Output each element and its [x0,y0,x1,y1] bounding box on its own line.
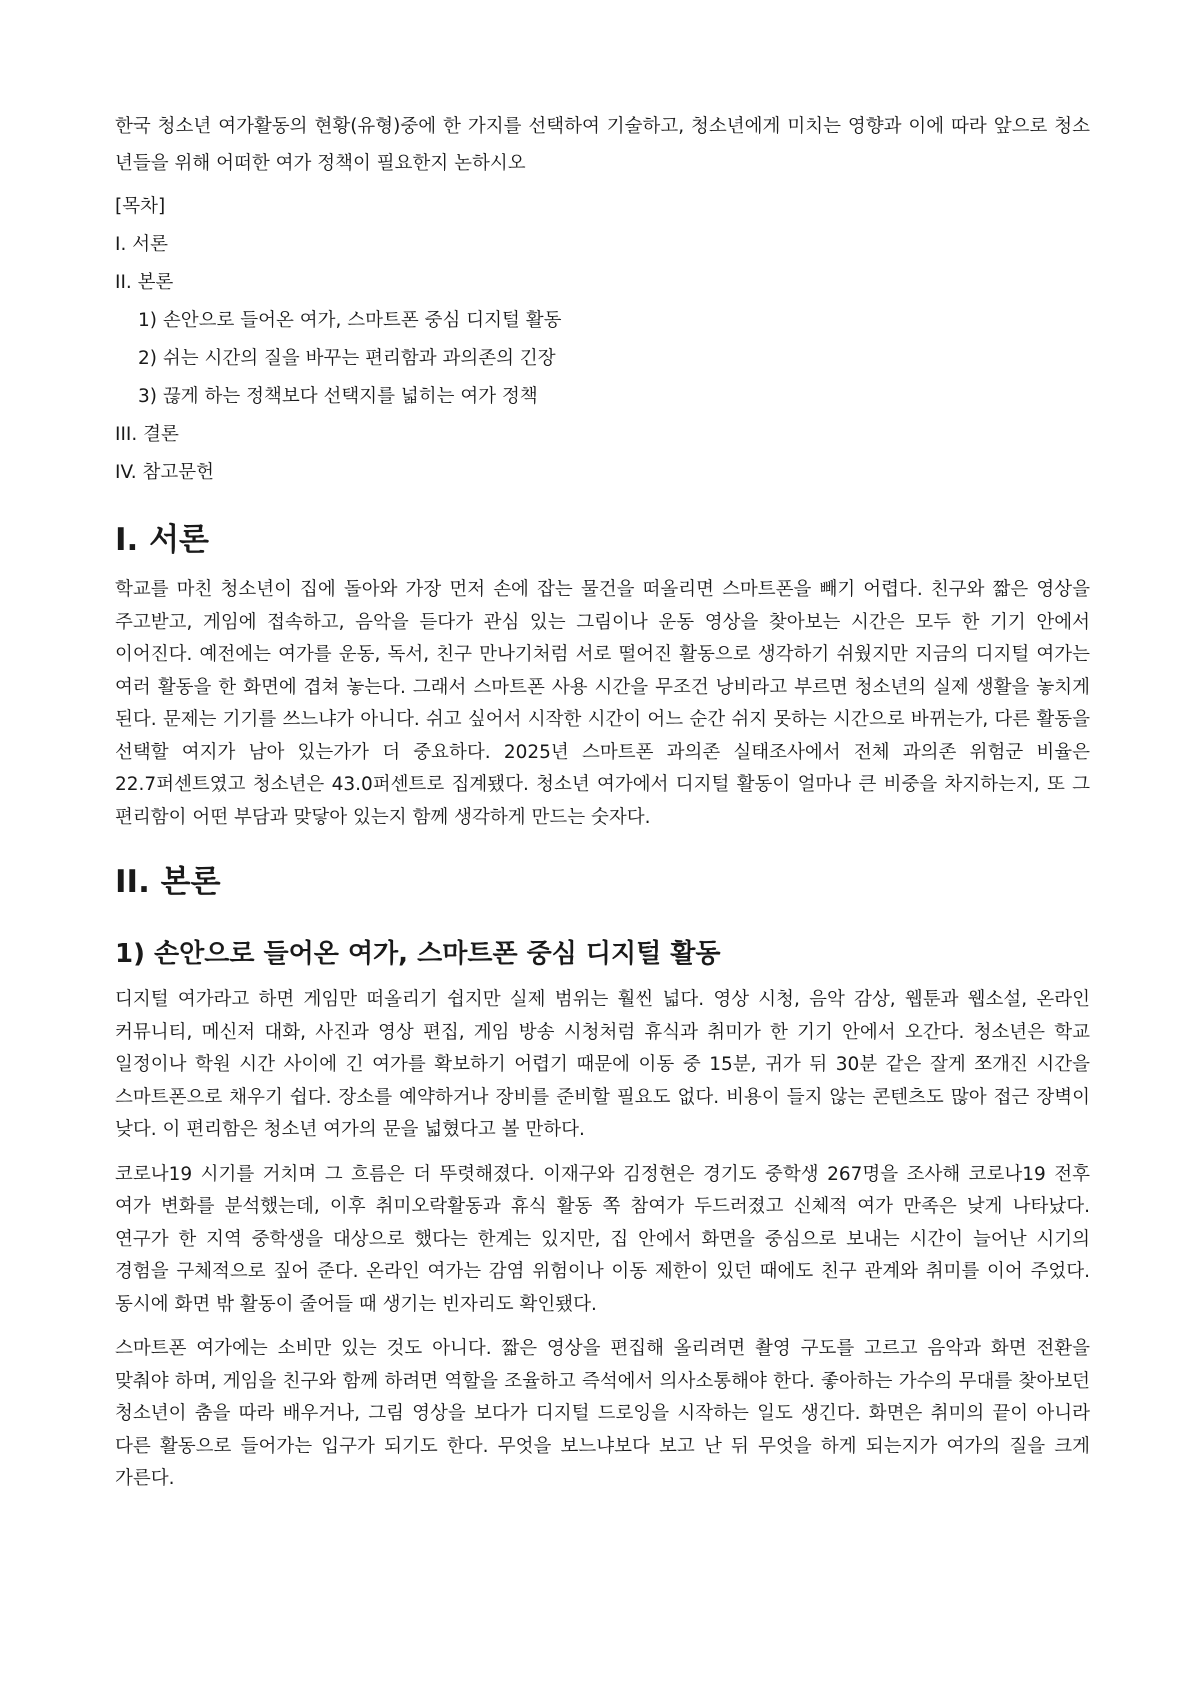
body-heading: II. 본론 [115,864,221,900]
table-of-contents [115,188,1090,492]
intro-paragraph: 학교를 마친 청소년이 집에 돌아와 가장 먼저 손에 잡는 물건을 떠올리면 스마트폰을 빼기 어렵다. 친구와 짧은 영상을 주고받고, 게임에 접속하고, 음악을 듣다가 관심 있는 그림이나 운동 영상을 찾아보는 시간은 모두 한 기기 안에서 이어진다. 예전에는 여가를 운동, 독서, 친구 만나기처럼 서로 떨어진 활동으로 생각하기 쉬웠지만 지금의 디지털 여가는 여러 활동을 한 화면에 겹쳐 놓는다. 그래서 스마트폰 사용 시간을 무조건 낭비라고 부르면 청소년의 실제 생활을 놓치게 된다. 문제는 기기를 쓰느냐가 아니다. 쉬고 싶어서 시작한 시간이 어느 순간 쉬지 못하는 시간으로 바뀌는가, 다른 활동을 선택할 여지가 남아 있는가가 더 중요하다. 2025년 스마트폰 과의존 실태조사에서 전체 과의존 위험군 비율은 22.7퍼센트였고 청소년은 43.0퍼센트로 집계됐다. 청소년 여가에서 디지털 활동이 얼마나 큰 비중을 차지하는지, 또 그 편리함이 어떤 부담과 맞닿아 있는지 함께 생각하게 만드는 숫자다. [115,579,1090,828]
document-page [115,108,1090,1508]
assignment-prompt: 한국 청소년 여가활동의 현황(유형)중에 한 가지를 선택하여 기술하고, 청소년에게 미치는 영향과 이에 따라 앞으로 청소년들을 위해 어떠한 여가 정책이 필요한지 논하시오 [115,116,1090,174]
toc-title: [목차] [115,196,166,217]
toc-list [115,226,1090,492]
toc-item-body-1: 1) 손안으로 들어온 여가, 스마트폰 중심 디지털 활동 [138,310,562,331]
toc-item-references: IV. 참고문헌 [115,462,214,483]
toc-item-body-3: 3) 끊게 하는 정책보다 선택지를 넓히는 여가 정책 [138,386,538,407]
toc-item-intro: I. 서론 [115,234,168,255]
body-sub1-paragraph-2: 코로나19 시기를 거치며 그 흐름은 더 뚜렷해졌다. 이재구와 김정현은 경기도 중학생 267명을 조사해 코로나19 전후 여가 변화를 분석했는데, 이후 취미오락활동과 휴식 활동 쪽 참여가 두드러졌고 신체적 여가 만족은 낮게 나타났다. 연구가 한 지역 중학생을 대상으로 했다는 한계는 있지만, 집 안에서 화면을 중심으로 보내는 시간이 늘어난 시기의 경험을 구체적으로 짚어 준다. 온라인 여가는 감염 위험이나 이동 제한이 있던 때에도 친구 관계와 취미를 이어 주었다. 동시에 화면 밖 활동이 줄어들 때 생기는 빈자리도 확인됐다. [115,1163,1090,1315]
toc-item-body: II. 본론 [115,272,174,293]
toc-item-conclusion: III. 결론 [115,424,179,445]
body-sub1-paragraph-3: 스마트폰 여가에는 소비만 있는 것도 아니다. 짧은 영상을 편집해 올리려면 촬영 구도를 고르고 음악과 화면 전환을 맞춰야 하며, 게임을 친구와 함께 하려면 역할을 조율하고 즉석에서 의사소통해야 한다. 좋아하는 가수의 무대를 찾아보던 청소년이 춤을 따라 배우거나, 그림 영상을 보다가 디지털 드로잉을 시작하는 일도 생긴다. 화면은 취미의 끝이 아니라 다른 활동으로 들어가는 입구가 되기도 한다. 무엇을 보느냐보다 보고 난 뒤 무엇을 하게 되는지가 여가의 질을 크게 가른다. [115,1338,1090,1489]
body-sub1-paragraph-1: 디지털 여가라고 하면 게임만 떠올리기 쉽지만 실제 범위는 훨씬 넓다. 영상 시청, 음악 감상, 웹툰과 웹소설, 온라인 커뮤니티, 메신저 대화, 사진과 영상 편집, 게임 방송 시청처럼 휴식과 취미가 한 기기 안에서 오간다. 청소년은 학교 일정이나 학원 시간 사이에 긴 여가를 확보하기 어렵기 때문에 이동 중 15분, 귀가 뒤 30분 같은 잘게 쪼개진 시간을 스마트폰으로 채우기 쉽다. 장소를 예약하거나 장비를 준비할 필요도 없다. 비용이 들지 않는 콘텐츠도 많아 접근 장벽이 낮다. 이 편리함은 청소년 여가의 문을 넓혔다고 볼 만하다. [115,989,1090,1140]
intro-heading: I. 서론 [115,522,209,558]
body-sub1-heading: 1) 손안으로 들어온 여가, 스마트폰 중심 디지털 활동 [115,939,721,969]
toc-item-body-2: 2) 쉬는 시간의 질을 바꾸는 편리함과 과의존의 긴장 [138,348,556,369]
